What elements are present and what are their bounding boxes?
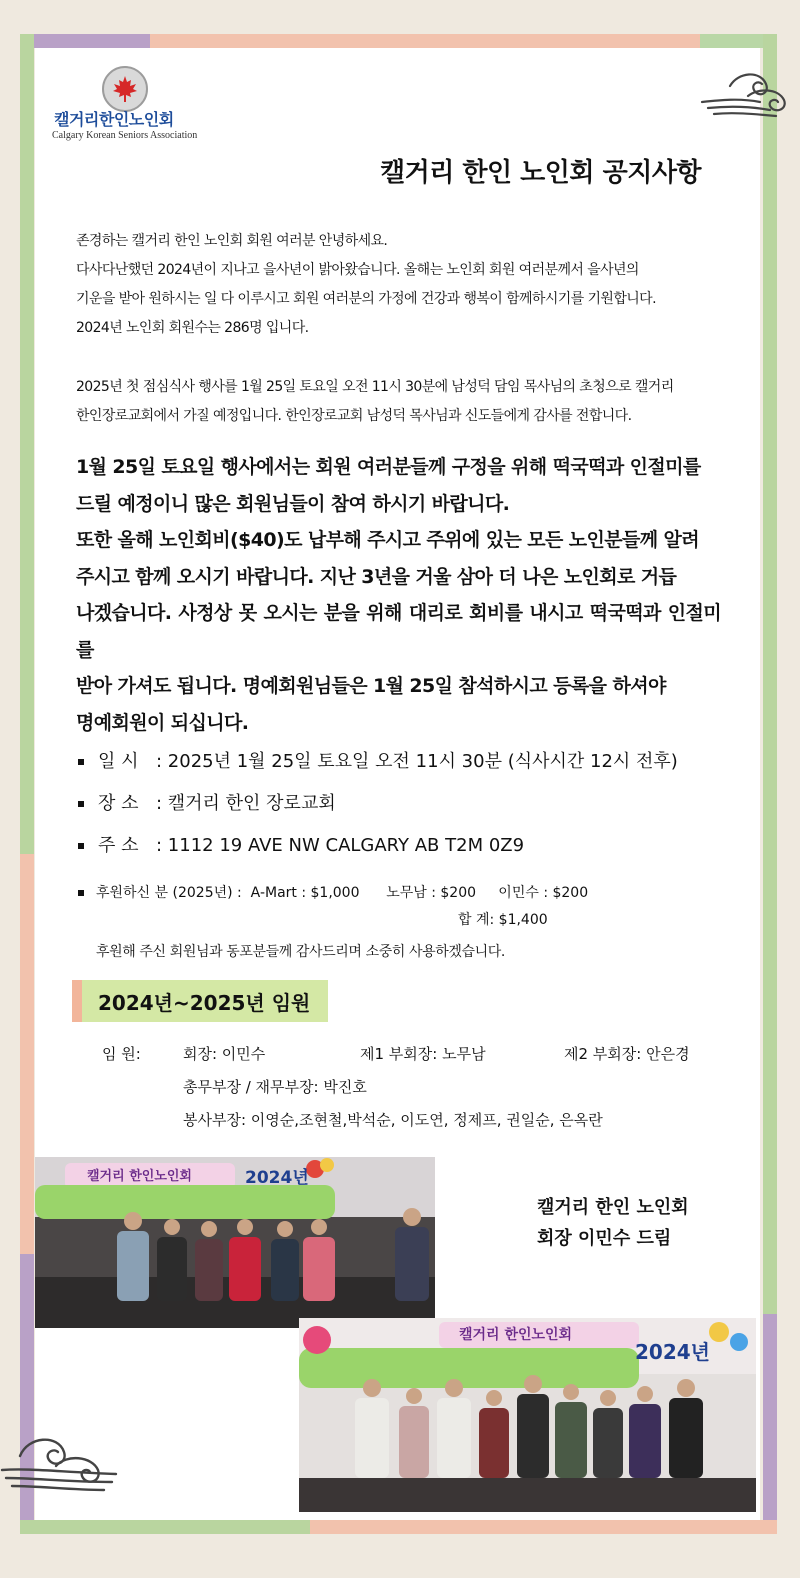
bullet-icon — [78, 890, 84, 896]
intro-line: 존경하는 캘거리 한인 노인회 회원 여러분 안녕하세요. — [76, 233, 388, 249]
info-address — [78, 831, 524, 857]
sponsor-item: 노무남 : $200 — [386, 885, 477, 901]
officer-president: 회장: 이민수 — [183, 1045, 266, 1063]
bullet-icon — [78, 759, 84, 765]
photo-banner-text: 캘거리 한인노인회 — [87, 1169, 192, 1184]
frame-band — [20, 1520, 310, 1534]
officer-vp2: 제2 부회장: 안은경 — [564, 1045, 690, 1063]
maple-leaf-icon — [102, 66, 148, 112]
thanks-note: 후원해 주신 회원님과 동포분들께 감사드리며 소중히 사용하겠습니다. — [96, 944, 505, 960]
info-value: : 1112 19 AVE NW CALGARY AB T2M 0Z9 — [156, 835, 525, 856]
sponsor-list — [78, 882, 588, 902]
info-value: : 2025년 1월 25일 토요일 오전 11시 30분 (식사시간 12시 전후) — [156, 751, 678, 772]
sponsor-total: 합 계: $1,400 — [458, 912, 548, 928]
frame-band — [20, 34, 34, 854]
page-title: 캘거리 한인 노인회 공지사항 — [380, 158, 702, 188]
bullet-icon — [78, 801, 84, 807]
event-line: 2025년 첫 점심식사 행사를 1월 25일 토요일 오전 11시 30분에 남성덕 담임 목사님의 초청으로 캘거리 — [76, 379, 674, 395]
intro-paragraph — [76, 227, 726, 343]
intro-line: 기운을 받아 원하시는 일 다 이루시고 회원 여러분의 가정에 건강과 행복이 함께하시기를 기원합니다. — [76, 291, 656, 307]
info-label: 주 소 — [98, 835, 139, 856]
officers-header-text: 2024년~2025년 임원 — [98, 991, 311, 1015]
frame-band — [763, 34, 777, 1314]
info-label: 일 시 — [98, 751, 139, 772]
frame-band — [150, 34, 700, 48]
officer-service: 봉사부장: 이영순,조현철,박석순, 이도연, 정제프, 권일순, 은옥란 — [183, 1111, 603, 1129]
event-line: 한인장로교회에서 가질 예정입니다. 한인장로교회 남성덕 목사님과 신도들에게 감사를 전합니다. — [76, 408, 632, 424]
sponsor-label: 후원하신 분 (2025년) : — [96, 885, 242, 901]
bullet-icon — [78, 843, 84, 849]
frame-band — [20, 34, 150, 48]
emphasis-line: 나겠습니다. 사정상 못 오시는 분을 위해 대리로 회비를 내시고 떡국떡과 인절미를 — [76, 602, 721, 661]
signature-organization: 캘거리 한인 노인회 — [537, 1197, 689, 1218]
info-place — [78, 789, 336, 815]
sponsor-item: A-Mart : $1,000 — [250, 885, 360, 901]
intro-line: 다사다난했던 2024년이 지나고 을사년이 밝아왔습니다. 올해는 노인회 회원 여러분께서 을사년의 — [76, 262, 639, 278]
photo-banner-year: 2024년 — [635, 1340, 710, 1364]
cloud-ornament-icon — [0, 1426, 120, 1496]
logo-korean-name: 캘거리한인노인회 — [54, 110, 174, 129]
emphasis-line: 명예회원이 되십니다. — [76, 711, 249, 734]
event-paragraph — [76, 373, 726, 431]
event-photo-1 — [35, 1157, 435, 1328]
emphasis-line: 또한 올해 노인회비($40)도 납부해 주시고 주위에 있는 모든 노인분들께 알려 — [76, 529, 700, 551]
officers-section-header — [72, 980, 328, 1022]
officer-vp1: 제1 부회장: 노무남 — [360, 1045, 486, 1063]
officers-label: 임 원: — [102, 1045, 141, 1063]
info-date — [78, 747, 678, 773]
officer-general: 총무부장 / 재무부장: 박진호 — [183, 1078, 367, 1096]
emphasis-line: 받아 가셔도 됩니다. 명예회원님들은 1월 25일 참석하시고 등록을 하셔야 — [76, 675, 666, 697]
association-logo — [50, 66, 200, 146]
photo-banner-year: 2024년 — [245, 1168, 309, 1188]
info-label: 장 소 — [98, 793, 139, 814]
emphasis-line: 1월 25일 토요일 행사에서는 회원 여러분들께 구정을 위해 떡국떡과 인절미를 — [76, 456, 701, 478]
emphasis-paragraph — [76, 449, 721, 741]
intro-line: 2024년 노인회 회원수는 286명 입니다. — [76, 320, 309, 336]
logo-english-name: Calgary Korean Seniors Association — [52, 130, 198, 141]
event-photo-2 — [299, 1318, 756, 1512]
emphasis-line: 드릴 예정이니 많은 회원님들이 참여 하시기 바랍니다. — [76, 492, 510, 515]
frame-band — [20, 854, 34, 1254]
info-value: : 캘거리 한인 장로교회 — [156, 793, 336, 814]
sponsor-item: 이민수 : $200 — [498, 885, 589, 901]
signature-president: 회장 이민수 드림 — [537, 1228, 672, 1249]
frame-band — [310, 1520, 777, 1534]
frame-band — [763, 1314, 777, 1534]
cloud-ornament-icon — [700, 66, 790, 124]
emphasis-line: 주시고 함께 오시기 바랍니다. 지난 3년을 거울 삼아 더 나은 노인회로 거듭 — [76, 565, 677, 588]
photo-banner-text: 캘거리 한인노인회 — [459, 1327, 573, 1343]
